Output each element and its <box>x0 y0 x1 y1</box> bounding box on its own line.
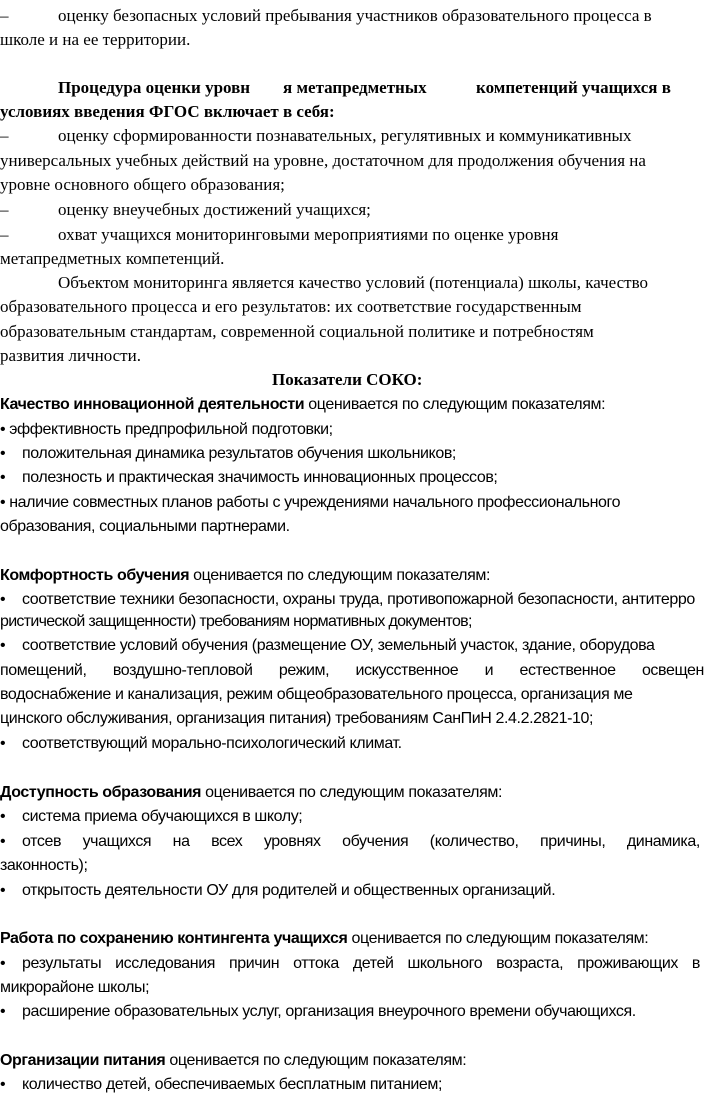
list-item-text: количество детей, обеспечиваемых бесплатным питанием; <box>22 1076 443 1093</box>
text-line: уровне основного общего образования; <box>0 175 285 194</box>
list-item-text: положительная динамика результатов обучения школьников; <box>22 445 456 462</box>
bullet-marker: • <box>0 735 6 752</box>
list-item-text: оценку безопасных условий пребывания участников образовательного процесса в <box>58 6 652 25</box>
word: учащихся <box>82 833 152 850</box>
text-line: ристической защищенности) требованиям нормативных документов; <box>0 613 472 630</box>
bullet-marker: • <box>0 1003 6 1020</box>
list-item-text: соответствующий морально-психологический климат. <box>22 735 402 752</box>
section-title: Работа по сохранению контингента учащихся <box>0 930 348 947</box>
section-heading-line2: условиях введения ФГОС включает в себя: <box>0 102 335 121</box>
text-line: цинского обслуживания, организация питания) требованиям СанПиН 2.4.2.2821-10; <box>0 710 594 727</box>
dash-marker: – <box>0 200 9 219</box>
word: причин <box>228 955 280 972</box>
word: детей <box>352 955 394 972</box>
heading-part: Процедура оценки уровн <box>58 78 251 97</box>
word: воздушно-тепловой <box>112 662 253 679</box>
dash-marker: – <box>0 6 9 25</box>
word: освещен <box>641 662 704 679</box>
heading-part: я метапредметных <box>283 78 427 97</box>
text-line: образования, социальными партнерами. <box>0 518 290 535</box>
list-item-text: система приема обучающихся в школу; <box>22 808 303 825</box>
dash-marker: – <box>0 225 9 244</box>
list-item-text: оценку внеучебных достижений учащихся; <box>58 200 371 219</box>
justified-text <box>22 954 700 974</box>
bullet-marker: • <box>0 882 6 899</box>
section-title-rest: оценивается по следующим показателям: <box>165 1052 467 1069</box>
bullet-marker: • <box>0 445 6 462</box>
section-title-line <box>0 395 605 415</box>
text-line: законность); <box>0 857 88 874</box>
justified-text <box>22 832 700 852</box>
list-item: • наличие совместных планов работы с учреждениями начального профессионального <box>0 494 621 511</box>
word: оттока <box>293 955 339 972</box>
section-title: Доступность образования <box>0 784 202 801</box>
list-item-text: расширение образовательных услуг, организация внеурочного времени обучающихся. <box>22 1003 636 1020</box>
bullet-marker: • <box>0 955 6 972</box>
bullet-marker: • <box>0 1076 6 1093</box>
section-title: Организации питания <box>0 1052 166 1069</box>
section-title-rest: оценивается по следующим показателям: <box>347 930 649 947</box>
word: помещений, <box>0 662 87 679</box>
bullet-marker: • <box>0 469 6 486</box>
section-title-rest: оценивается по следующим показателям: <box>304 396 606 413</box>
word: и <box>484 662 494 679</box>
text-line: школе и на ее территории. <box>0 30 191 49</box>
section-title: Качество инновационной деятельности <box>0 396 305 413</box>
section-title-line <box>0 566 490 586</box>
list-item-text: оценку сформированности познавательных, регулятивных и коммуникативных <box>58 126 632 145</box>
word: проживающих <box>577 955 678 972</box>
word: возраста, <box>496 955 564 972</box>
heading-part: компетенций учащихся в <box>476 78 671 97</box>
section-title-rest: оценивается по следующим показателям: <box>201 784 503 801</box>
text-line: водоснабжение и канализация, режим общеобразовательного процесса, организация ме <box>0 686 633 703</box>
text-line: микрорайоне школы; <box>0 979 150 996</box>
word: отсев <box>22 833 62 850</box>
word: всех <box>211 833 243 850</box>
list-item-text: соответствие условий обучения (размещение ОУ, земельный участок, здание, оборудова <box>22 637 655 654</box>
text-line: метапредметных компетенций. <box>0 249 225 268</box>
word: школьного <box>407 955 483 972</box>
word: на <box>172 833 190 850</box>
word: (количество, <box>429 833 519 850</box>
text-line: универсальных учебных действий на уровне, достаточном для продолжения обучения на <box>0 151 646 170</box>
paragraph-line: развития личности. <box>0 346 141 365</box>
section-title-line <box>0 1051 466 1071</box>
justified-line <box>0 661 704 681</box>
word: искусственное <box>355 662 459 679</box>
list-item-text: охват учащихся мониторинговыми мероприятиями по оценке уровня <box>58 225 559 244</box>
section-title-line <box>0 929 648 949</box>
indicators-heading: Показатели СОКО: <box>272 370 423 389</box>
word: уровнях <box>263 833 321 850</box>
section-title-line <box>0 783 502 803</box>
paragraph-line: образовательного процесса и его результатов: их соответствие государственным <box>0 297 582 316</box>
section-title: Комфортность обучения <box>0 567 190 584</box>
word: динамика, <box>626 833 700 850</box>
word: режим, <box>278 662 330 679</box>
list-item: • эффективность предпрофильной подготовки; <box>0 421 333 438</box>
list-item-text: открытость деятельности ОУ для родителей и общественных организаций. <box>22 882 556 899</box>
word: естественное <box>519 662 616 679</box>
bullet-marker: • <box>0 591 6 608</box>
bullet-marker: • <box>0 833 6 850</box>
word: результаты <box>22 955 102 972</box>
list-item-text: соответствие техники безопасности, охраны труда, противопожарной безопасности, антитерро <box>22 591 695 608</box>
word: обучения <box>342 833 409 850</box>
bullet-marker: • <box>0 808 6 825</box>
paragraph-text: Объектом мониторинга является качество условий (потенциала) школы, качество <box>58 273 649 292</box>
list-item-text: полезность и практическая значимость инновационных процессов; <box>22 469 498 486</box>
section-title-rest: оценивается по следующим показателям: <box>189 567 491 584</box>
paragraph-line: образовательным стандартам, современной социальной политике и потребностям <box>0 322 594 341</box>
word: причины, <box>540 833 606 850</box>
word: исследования <box>115 955 216 972</box>
dash-marker: – <box>0 126 9 145</box>
bullet-marker: • <box>0 637 6 654</box>
word: в <box>691 955 700 972</box>
